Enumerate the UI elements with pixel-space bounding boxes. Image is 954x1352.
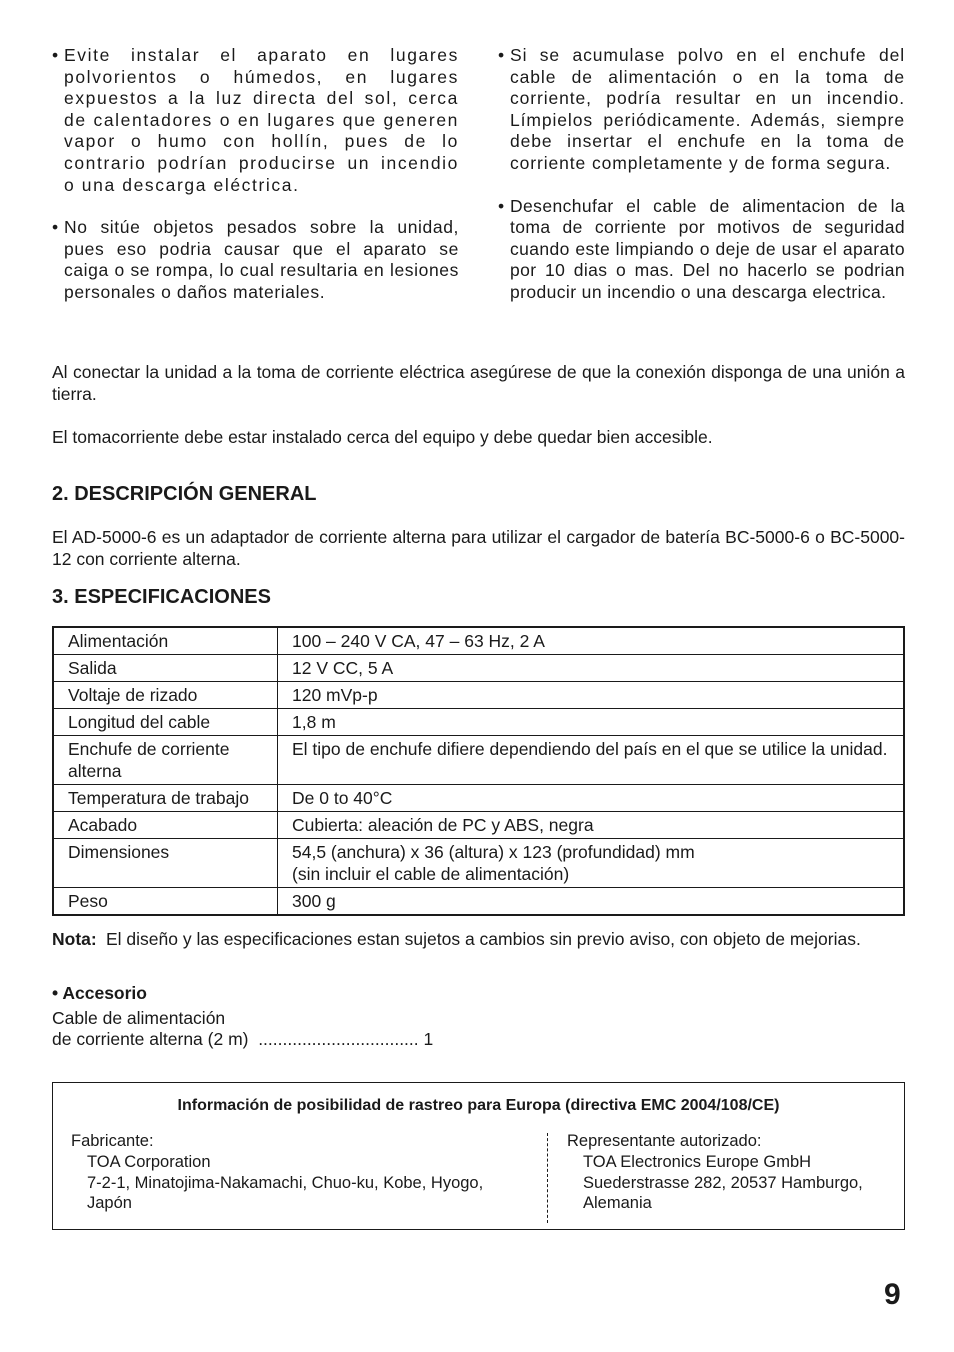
page-number: 9 xyxy=(884,1278,901,1311)
spec-value: De 0 to 40°C xyxy=(278,785,905,812)
spec-label: Salida xyxy=(53,655,278,682)
spec-row xyxy=(53,627,904,655)
spec-label: Longitud del cable xyxy=(53,709,278,736)
spec-row xyxy=(53,709,904,736)
bullet-text: Si se acumulase polvo en el enchufe del cable de alimentación o en la toma de corriente, podría resultar en un incendio. Límpielos periódicamente. Además, siempre debe insertar el enchufe en la toma de corriente completamente y de forma segura. xyxy=(510,45,905,173)
spec-label: Voltaje de rizado xyxy=(53,682,278,709)
left-bullet-column xyxy=(52,45,459,304)
spec-value: 54,5 (anchura) x 36 (altura) x 123 (profundidad) mm (sin incluir el cable de alimentación) xyxy=(278,839,905,888)
manufacturer-line: 7-2-1, Minatojima-Nakamachi, Chuo-ku, Kobe, Hyogo, xyxy=(87,1173,484,1192)
spec-value: 12 V CC, 5 A xyxy=(278,655,905,682)
spec-row xyxy=(53,785,904,812)
manufacturer-line: Japón xyxy=(87,1194,132,1213)
note-text: El diseño y las especificaciones estan sujetos a cambios sin previo aviso, con objeto de mejorias. xyxy=(106,929,861,949)
outlet-paragraph: El tomacorriente debe estar instalado cerca del equipo y debe quedar bien accesible. xyxy=(52,427,713,447)
bullet-dot: • xyxy=(498,45,505,65)
spec-label: Enchufe de corriente alterna xyxy=(53,736,278,785)
spec-row xyxy=(53,812,904,839)
representative-column xyxy=(567,1131,897,1214)
spec-row xyxy=(53,888,904,916)
bullet-dot: • xyxy=(52,45,59,65)
column-divider xyxy=(547,1133,548,1223)
traceability-title: Información de posibilidad de rastreo para Europa (directiva EMC 2004/108/CE) xyxy=(177,1097,780,1114)
accessory-heading xyxy=(52,983,652,1005)
spec-label: Dimensiones xyxy=(53,839,278,888)
bullet-text: No sitúe objetos pesados sobre la unidad, pues eso podria causar que el aparato se caiga o se rompa, lo cual resultaria en lesiones personales o daños materiales. xyxy=(64,217,459,302)
accessory-line: Cable de alimentación xyxy=(52,1007,226,1028)
bullet-text: Evite instalar el aparato en lugares polvorientos o húmedos, en lugares expuestos a la luz directa del sol, cerca de calentadores o en lugares que generen vapor o humo con hollín, pues de lo contrario podrían producirse un incendio o una descarga eléctrica. xyxy=(64,45,459,195)
bullet-item xyxy=(52,45,459,196)
bullet-dot: • xyxy=(52,217,59,238)
traceability-box xyxy=(52,1082,905,1230)
accessory-title: Accesorio xyxy=(62,983,147,1003)
bullet-dot: • xyxy=(498,195,505,216)
spec-label: Acabado xyxy=(53,812,278,839)
spec-value: Cubierta: aleación de PC y ABS, negra xyxy=(278,812,905,839)
representative-line: Suederstrasse 282, 20537 Hamburgo, xyxy=(583,1173,863,1192)
section-heading-description: 2. DESCRIPCIÓN GENERAL xyxy=(52,483,317,505)
spec-value: 300 g xyxy=(278,888,905,916)
spec-label: Alimentación xyxy=(53,627,278,655)
spec-row xyxy=(53,682,904,709)
ground-paragraph: Al conectar la unidad a la toma de corriente eléctrica asegúrese de que la conexión disponga de una unión a tierra. xyxy=(52,362,905,404)
spec-label: Temperatura de trabajo xyxy=(53,785,278,812)
description-paragraph: El AD-5000-6 es un adaptador de corriente alterna para utilizar el cargador de batería BC-5000-6 o BC-5000-12 con corriente alterna. xyxy=(52,527,905,569)
spec-value: El tipo de enchufe difiere dependiendo del país en el que se utilice la unidad. xyxy=(278,736,905,785)
spec-row xyxy=(53,736,904,785)
spec-value: 100 – 240 V CA, 47 – 63 Hz, 2 A xyxy=(278,627,905,655)
section-heading-specifications: 3. ESPECIFICACIONES xyxy=(52,586,271,608)
manufacturer-label: Fabricante: xyxy=(71,1132,154,1150)
note-label: Nota: xyxy=(52,929,97,949)
right-bullet-column xyxy=(498,45,905,304)
accessory-block xyxy=(52,983,652,1051)
spec-label: Peso xyxy=(53,888,278,916)
specifications-table xyxy=(52,626,905,916)
spec-value: 120 mVp-p xyxy=(278,682,905,709)
bullet-item xyxy=(498,196,905,304)
representative-line: Alemania xyxy=(583,1194,652,1213)
spec-value: 1,8 m xyxy=(278,709,905,736)
bullet-item xyxy=(52,217,459,303)
spec-row xyxy=(53,655,904,682)
manufacturer-line: TOA Corporation xyxy=(87,1152,211,1171)
accessory-line: de corriente alterna (2 m) ................................. 1 xyxy=(52,1029,434,1050)
bullet-text: Desenchufar el cable de alimentacion de la toma de corriente por motivos de seguridad cuando este limpiando o deje de usar el aparato por 10 dias o mas. Del no hacerlo se podrian producir un incendio o una descarga electrica. xyxy=(510,195,905,302)
bullet-item xyxy=(498,45,905,175)
representative-line: TOA Electronics Europe GmbH xyxy=(583,1152,812,1171)
representative-label: Representante autorizado: xyxy=(567,1132,762,1150)
accessory-bullet: • xyxy=(52,983,59,1003)
manufacturer-column xyxy=(71,1131,541,1214)
spec-row xyxy=(53,839,904,888)
note xyxy=(52,929,905,951)
